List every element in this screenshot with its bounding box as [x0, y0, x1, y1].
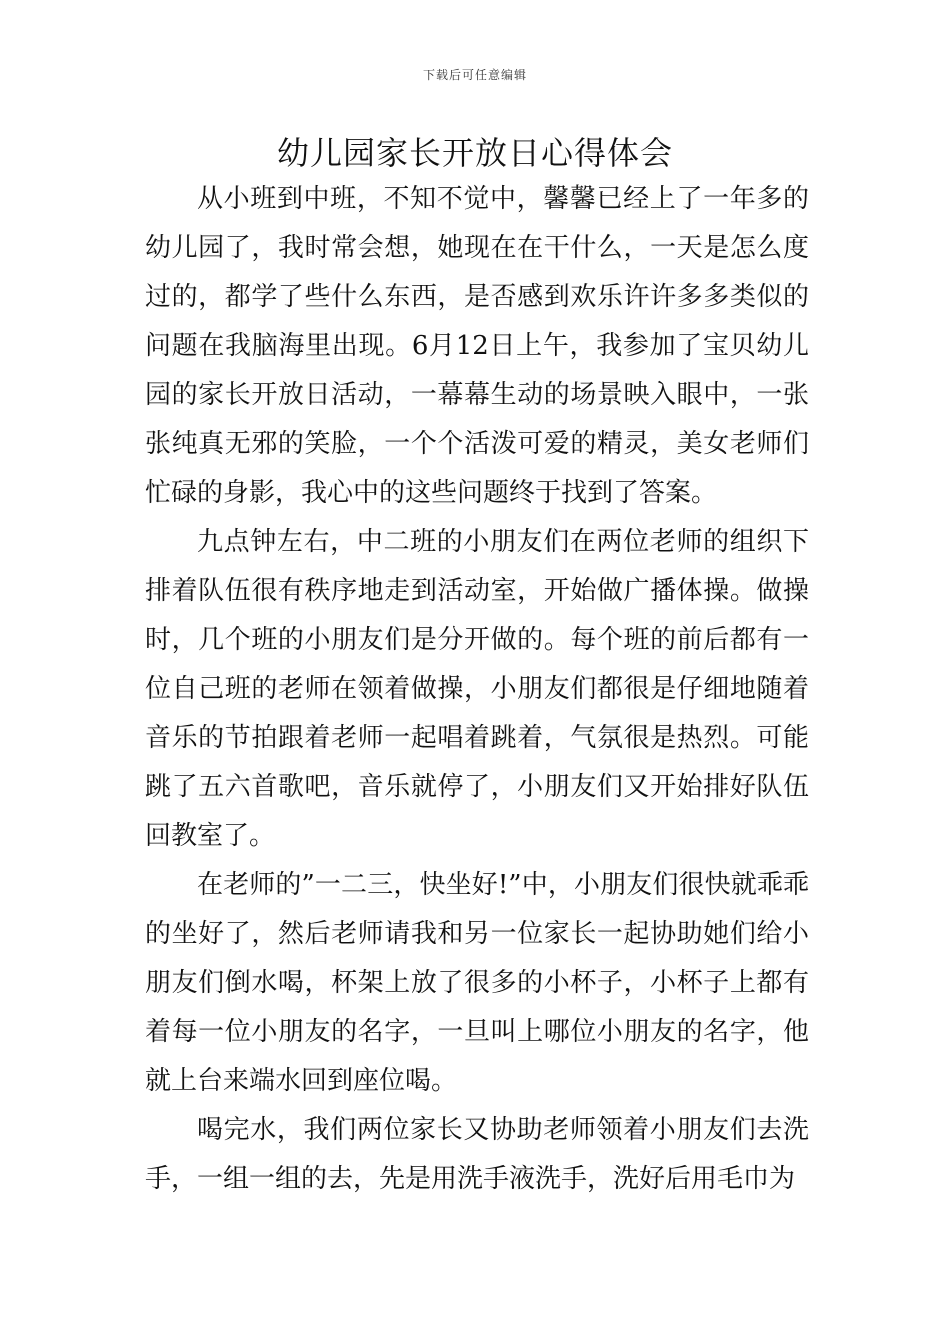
header-note: 下载后可任意编辑 [422, 68, 527, 82]
paragraph-4: 喝完水，我们两位家长又协助老师领着小朋友们去洗手，一组一组的去，先是用洗手液洗手，洗好后用毛巾为 [145, 1115, 809, 1194]
paragraph-3: 在老师的”一二三，快坐好!”中，小朋友们很快就乖乖的坐好了，然后老师请我和另一位家长一起协助她们给小朋友们倒水喝，杯架上放了很多的小杯子，小杯子上都有着每一位小朋友的名字，一旦叫上哪位小朋友的名字，他就上台来端水回到座位喝。 [145, 870, 809, 1096]
document-title: 幼儿园家长开放日心得体会 [276, 134, 673, 172]
paragraph-2: 九点钟左右，中二班的小朋友们在两位老师的组织下排着队伍很有秩序地走到活动室，开始做广播体操。做操时，几个班的小朋友们是分开做的。每个班的前后都有一位自己班的老师在领着做操，小朋友们都很是仔细地随着音乐的节拍跟着老师一起唱着跳着，气氛很是热烈。可能跳了五六首歌吧，音乐就停了，小朋友们又开始排好队伍回教室了。 [145, 527, 809, 851]
document-body [145, 175, 809, 1204]
paragraph-1: 从小班到中班，不知不觉中，馨馨已经上了一年多的幼儿园了，我时常会想，她现在在干什么，一天是怎么度过的，都学了些什么东西，是否感到欢乐许许多多类似的问题在我脑海里出现。6月12日上午，我参加了宝贝幼儿园的家长开放日活动，一幕幕生动的场景映入眼中，一张张纯真无邪的笑脸，一个个活泼可爱的精灵，美女老师们忙碌的身影，我心中的这些问题终于找到了答案。 [145, 184, 809, 508]
